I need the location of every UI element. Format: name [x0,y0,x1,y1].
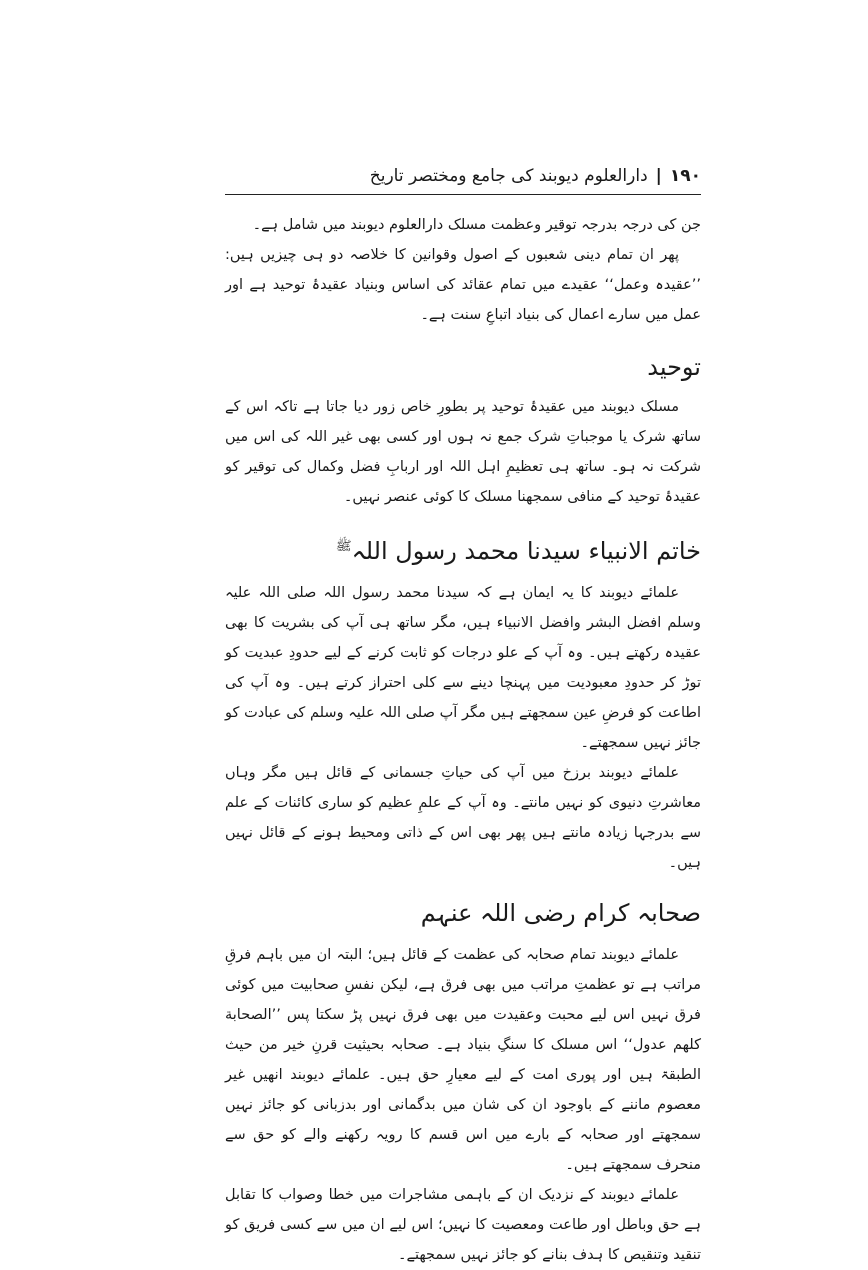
paragraph-2: پھر ان تمام دینی شعبوں کے اصول وقوانین کا خلاصہ دو ہی چیزیں ہیں: ’’عقیدہ وعمل‘‘ عقیدے میں تمام عقائد کی اساس وبنیاد عقیدۂ توحید ہے اور عمل میں سارے اعمال کی بنیاد اتباعِ سنت ہے۔ [225,247,701,323]
running-header [225,166,701,186]
paragraph-5: علمائے دیوبند برزخ میں آپ کی حیاتِ جسمانی کے قائل ہیں مگر وہاں معاشرتِ دنیوی کو نہیں مانتے۔ وہ آپ کے علمِ عظیم کو ساری کائنات کے علم سے بدرجہا زیادہ مانتے ہیں پھر بھی اس کے ذاتی ومحیط ہونے کے قائل نہیں ہیں۔ [225,765,701,871]
page-number: ۱۹۰ [669,166,701,186]
heading-tawheed: توحید [647,353,701,381]
paragraph-7: علمائے دیوبند کے نزدیک ان کے باہمی مشاجرات میں خطا وصواب کا تقابل ہے حق وباطل اور طاعت ومعصیت کا نہیں؛ اس لیے ان میں سے کسی فریق کو تنقید وتنقیص کا ہدف بنانے کو جائز نہیں سمجھتے۔ [225,1187,701,1263]
paragraph-4: علمائے دیوبند کا یہ ایمان ہے کہ سیدنا محمد رسول اللہ صلی اللہ علیہ وسلم افضل البشر وافضل الانبیاء ہیں، مگر ساتھ ہی آپ کی بشریت کا بھی عقیدہ رکھتے ہیں۔ وہ آپ کے علو درجات کو ثابت کرنے کے لیے حدودِ عبدیت کو توڑ کر حدودِ معبودیت میں پہنچا دینے سے کلی احتراز کرتے ہیں۔ وہ آپ کی اطاعت کو فرضِ عین سمجھتے ہیں مگر آپ صلی اللہ علیہ وسلم کی عبادت کو جائز نہیں سمجھتے۔ [225,585,701,751]
salutation-glyph: ﷺ [335,539,352,554]
heading-khatam-ul-anbiya [225,530,701,568]
header-rule [225,194,701,195]
heading-sahaba: صحابہ کرام رضی اللہ عنہم [420,899,701,927]
heading-khatam-text: خاتم الانبیاء سیدنا محمد رسول اللہ [351,537,701,565]
paragraph-6: علمائے دیوبند تمام صحابہ کی عظمت کے قائل ہیں؛ البتہ ان میں باہم فرقِ مراتب ہے تو عظمتِ مراتب میں بھی فرق ہے، لیکن نفسِ صحابیت میں کوئی فرق نہیں اس لیے محبت وعقیدت میں بھی فرق نہیں پڑ سکتا پس ’’الصحابة کلھم عدول‘‘ اس مسلک کا سنگِ بنیاد ہے۔ صحابہ بحیثیت قرنِ خیر من حیث الطبقۃ ہیں اور پوری امت کے لیے معیارِ حق ہیں۔ علمائے دیوبند انھیں غیر معصوم ماننے کے باوجود ان کی شان میں بدگمانی اور بدزبانی کو جائز نہیں سمجھتے اور صحابہ کے بارے میں اس قسم کا رویہ رکھنے والے کو حق سے منحرف سمجھتے ہیں۔ [225,947,701,1173]
running-title: دارالعلوم دیوبند کی جامع ومختصر تاریخ [369,166,648,186]
header-separator: | [655,166,662,186]
page-body [225,210,701,1270]
paragraph-1: جن کی درجہ بدرجہ توقیر وعظمت مسلک دارالعلوم دیوبند میں شامل ہے۔ [252,217,701,233]
paragraph-3: مسلک دیوبند میں عقیدۂ توحید پر بطورِ خاص زور دیا جاتا ہے تاکہ اس کے ساتھ شرک یا موجباتِ شرک جمع نہ ہوں اور کسی بھی غیر اللہ کی اس میں شرکت نہ ہو۔ ساتھ ہی تعظیمِ اہل اللہ اور اربابِ فضل وکمال کی توقیر کو عقیدۂ توحید کے منافی سمجھنا مسلک کا کوئی عنصر نہیں۔ [225,399,701,505]
